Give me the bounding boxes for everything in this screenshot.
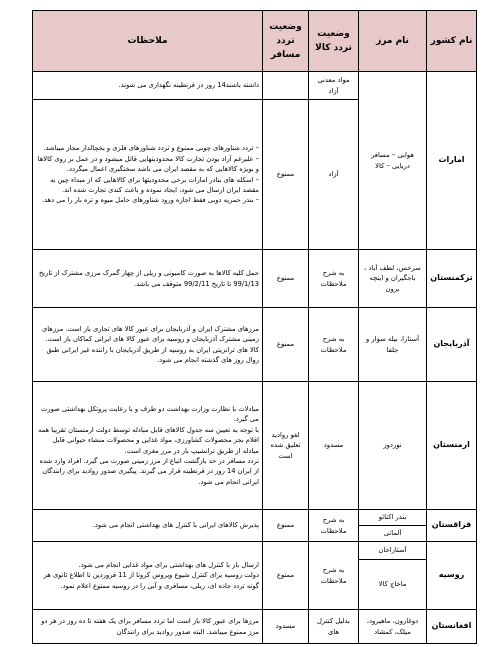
border-cell: آستاراخان <box>359 542 427 560</box>
table-row <box>33 610 477 644</box>
notes-cell <box>33 382 263 510</box>
goods-status-cell: به شرح ملاحظات <box>309 308 359 382</box>
border-status-table <box>32 10 477 644</box>
traveler-status-cell: مسدود <box>263 610 309 644</box>
table-row <box>33 542 477 560</box>
country-cell: قزاقستان <box>427 510 477 542</box>
goods-status-cell: به شرح ملاحظات <box>309 250 359 308</box>
note-line: – اسکله های بنادر امارات برخی محدودیتها برای کالاهایی که از مبداء چین به مقصد ایران ارسال می شود، ایجاد نموده و باعث کندی تجارت شده اند. <box>50 175 259 194</box>
border-cell: آلماتی <box>359 526 427 542</box>
note-line: تردد مسافر در حد بازگشت اتباع از مرز زمینی صورت می گیرد. افراد وارد شده از ایران 14 روز در قرنطینه قرار می گیرند. پیگیری صدور روادید برای رانندگان ایرانی انجام می شود. <box>39 456 259 486</box>
goods-status-cell: مسدود <box>309 382 359 510</box>
header-notes: ملاحظات <box>33 11 263 72</box>
table-row <box>33 308 477 382</box>
note-line: – بندر حمریه دوبی فقط اجازه ورود شناورهای حامل میوه و تره بار را می دهد. <box>41 196 259 205</box>
border-cell: نوردوز <box>359 382 427 510</box>
table-row <box>33 250 477 308</box>
country-cell: ترکمنستان <box>427 250 477 308</box>
country-cell: آذربایجان <box>427 308 477 382</box>
country-cell: روسیه <box>427 542 477 610</box>
country-cell: ارمنستان <box>427 382 477 510</box>
notes-cell: پذیرش کالاهای ایرانی با کنترل های بهداشتی انجام می شود. <box>33 510 263 542</box>
notes-cell: داشته باشند14 روز در قرنطینه نگهداری می شوند. <box>33 72 263 100</box>
country-cell: افغانستان <box>427 610 477 644</box>
border-cell: دوغارون، ماهیرود، میلک، کمشاد <box>359 610 427 644</box>
note-line: دولت روسیه برای کنترل شیوع ویروس کرونا از 11 فروردین تا اطلاع ثانوی هر گونه تردد جاده ای، ریلی، مسافری و آبی را در روسیه ممنوع اعلام نمود. <box>43 571 259 590</box>
page <box>32 10 476 642</box>
note-line: ارسال بار با کنترل های بهداشتی برای مواد غذایی انجام می شود. <box>78 560 259 569</box>
goods-status-cell: به شرح ملاحظات <box>309 510 359 542</box>
notes-cell: مرزهای مشترک ایران و آذربایجان برای عبور کالا های تجاری باز است. مرزهای زمینی مشترک آذربایجان و روسیه برای عبور کالا های ایرانی کماکان باز است. کالا های ترانزیتی ایران به روسیه از طریق آذربایجان با راننده غیر ایرانی طبق روال روز های گذشته انجام می شود. <box>33 308 263 382</box>
traveler-status-cell: ممنوع <box>263 510 309 542</box>
goods-status-cell: آزاد <box>309 100 359 250</box>
header-country: نام کشور <box>427 11 477 72</box>
note-line: با توجه به تعیین سه جدول کالاهای قابل مبادله توسط دولت ارمنستان تقریبا همه اقلام بجز محصولات کشاورزی، مواد غذایی و محصولات منشاء حیوانی قابل مبادله از طریق ترانشیپ بار در مرز مغری است. <box>38 425 259 455</box>
goods-status-cell: به شرح ملاحظات <box>309 542 359 610</box>
goods-status-cell: مواد معدنی آزاد <box>309 72 359 100</box>
header-row <box>33 11 477 72</box>
table-row <box>33 510 477 526</box>
table-row <box>33 382 477 510</box>
note-line: مبادلات با نظارت وزارت بهداشت دو طرف و با رعایت پروتکل بهداشتی صورت می گیرد. <box>41 404 259 424</box>
table-row <box>33 72 477 100</box>
traveler-status-cell: ممنوع <box>263 542 309 610</box>
traveler-status-cell <box>263 72 309 100</box>
note-line: – علیرغم آزاد بودن تجارت کالا محدودیتهایی قائل میشود و در عمل بر روی کالاها و بویژه کالاهایی که به مقصد ایران می باشد سختگیری اعمال میگردد. <box>37 154 259 174</box>
goods-status-cell: بدلیل کنترل های <box>309 610 359 644</box>
border-cell: بندر اکتائو <box>359 510 427 526</box>
notes-cell: حمل کلیه کالاها به صورت کامیونی و ریلی از چهار گمرک مرزی مشترک از تاریخ 99/1/13 تا تاریخ 99/2/11 متوقف می باشد. <box>33 250 263 308</box>
country-cell: امارات <box>427 72 477 250</box>
traveler-status-cell: ممنوع <box>263 250 309 308</box>
traveler-status-cell: ممنوع <box>263 100 309 250</box>
header-border: نام مرز <box>359 11 427 72</box>
border-cell: هوایی – مسافر دریایی – کالا <box>359 72 427 250</box>
traveler-status-cell: لغو روادید تعلیق شده است <box>263 382 309 510</box>
notes-cell <box>33 100 263 250</box>
border-cell: ماخاچ کالا <box>359 560 427 610</box>
header-traveler-status: وضعیت تردد مسافر <box>263 11 309 72</box>
notes-cell: مرزها برای عبور کالا باز است اما تردد مسافر برای یک هفته تا ده روز در هر دو مرز ممنوع میباشد. البته صدور روادید برای رانندگان <box>33 610 263 644</box>
border-cell: آستارا، بیله سوار و جلفا <box>359 308 427 382</box>
traveler-status-cell: ممنوع <box>263 308 309 382</box>
header-goods-status: وضعیت تردد کالا <box>309 11 359 72</box>
note-line: – تردد شناورهای چوبی ممنوع و تردد شناورهای فلزی و یخچالدار مجاز میباشد. <box>43 144 259 153</box>
border-cell: سرخس، لطف آباد ، باجگیران و اینچه برون <box>359 250 427 308</box>
notes-cell <box>33 542 263 610</box>
